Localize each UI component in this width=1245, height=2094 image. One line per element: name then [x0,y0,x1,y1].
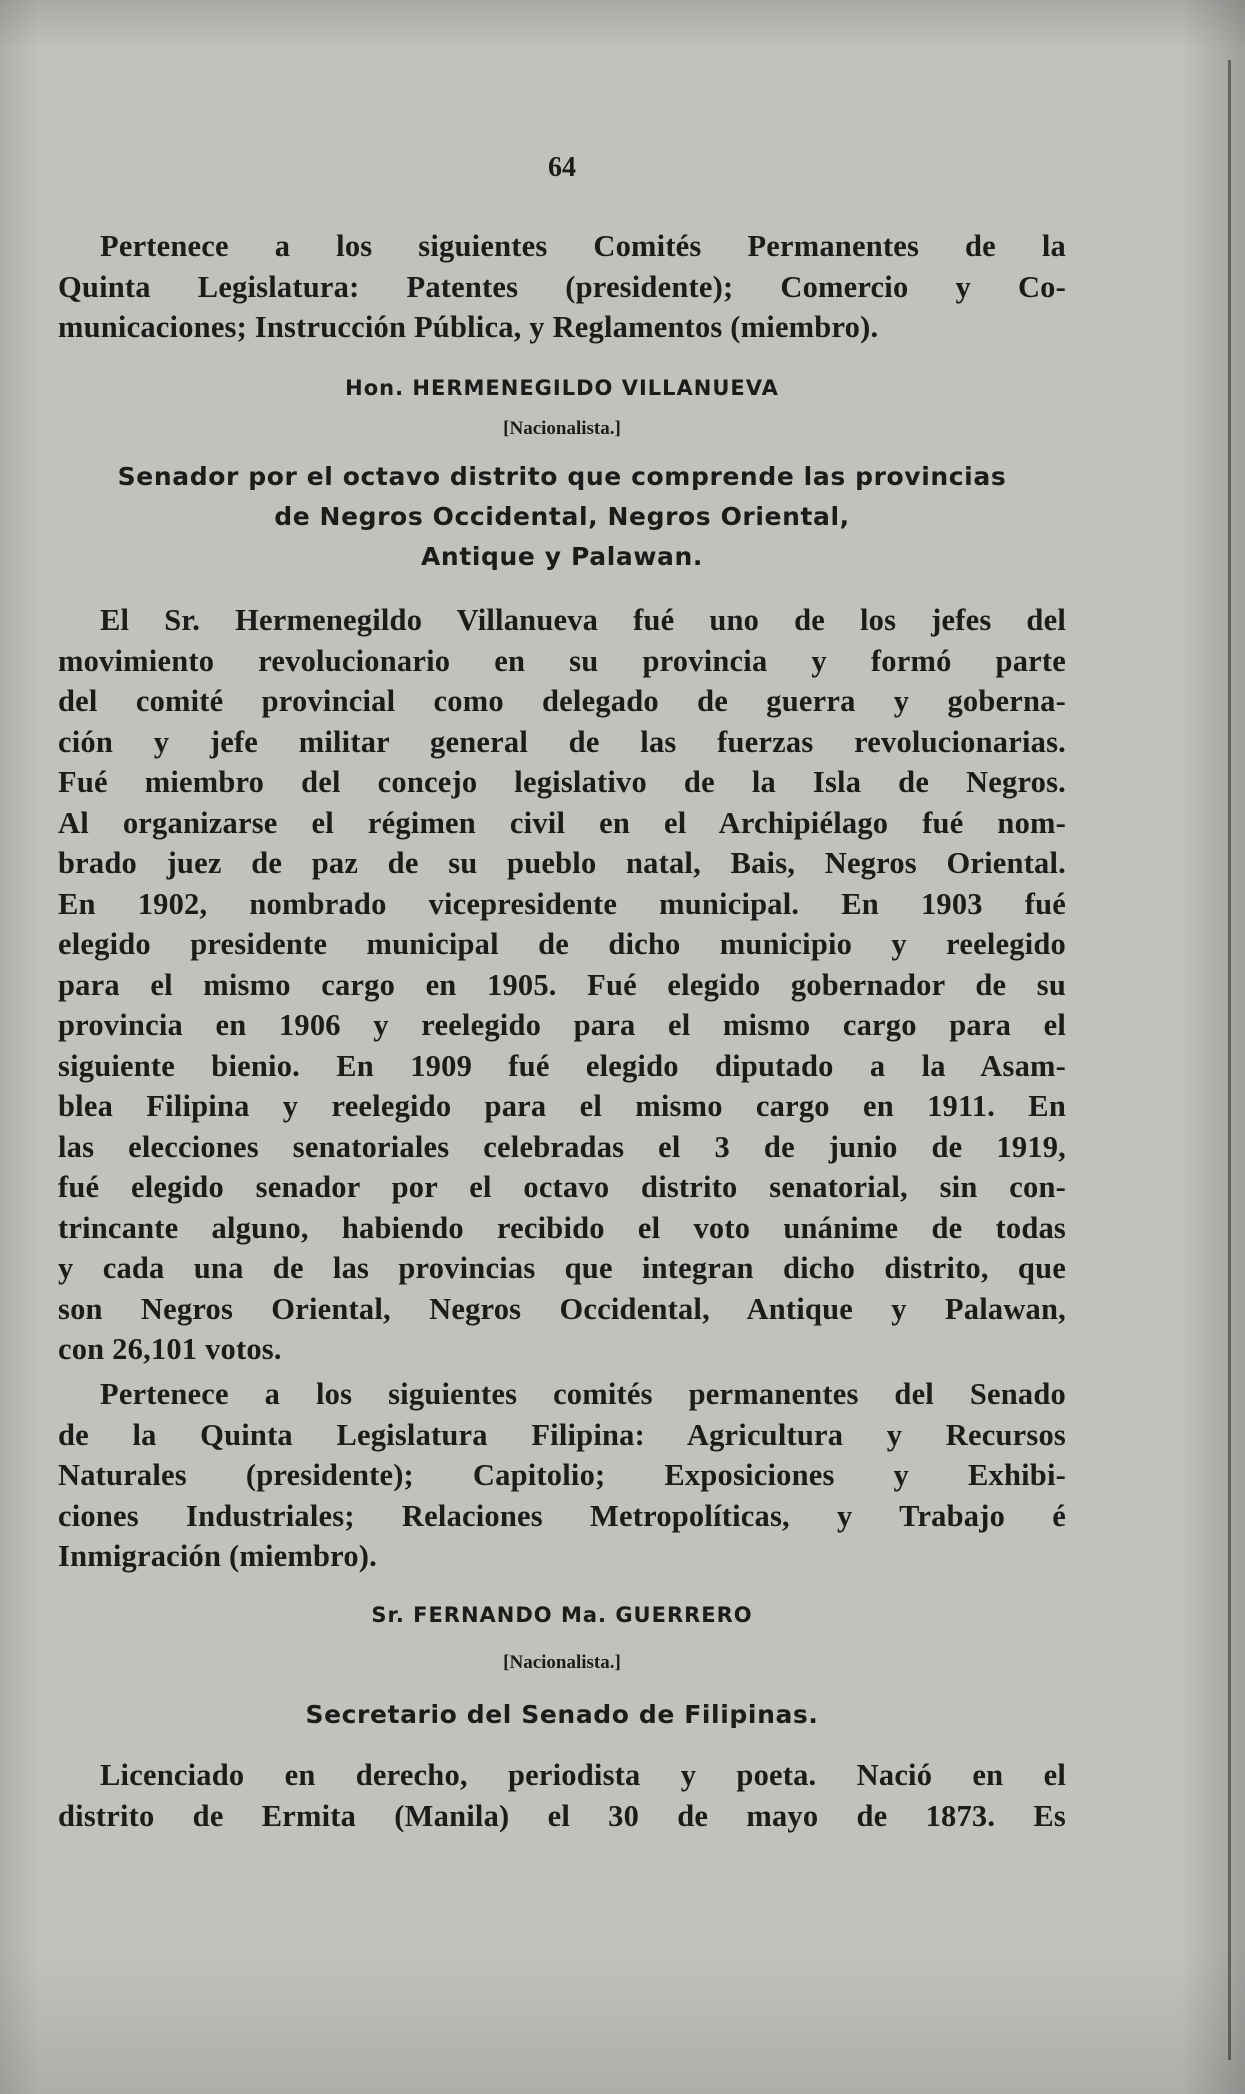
text-line: y cada una de las provincias que integran dicho distrito, que [58,1251,1066,1285]
text-line: las elecciones senatoriales celebradas el 3 de junio de 1919, [58,1129,1066,1164]
text-line: En 1902, nombrado vicepresidente municipal. En 1903 fué [58,886,1066,921]
text-line: Pertenece a los siguientes comités permanentes del Senado [100,1377,1066,1411]
text-line: El Sr. Hermenegildo Villanueva fué uno de los jefes del [100,603,1066,637]
person2-title: Secretario del Senado de Filipinas. [305,1700,819,1729]
text-line: con 26,101 votos. [58,1332,282,1366]
title-line: Senador por el octavo distrito que comprende las provincias [117,462,1007,491]
text-line: del comité provincial como delegado de guerra y goberna- [58,684,1066,718]
text-line: Licenciado en derecho, periodista y poeta. Nació en el [100,1758,1066,1792]
text-line: de la Quinta Legislatura Filipina: Agricultura y Recursos [58,1417,1066,1452]
person1-title [58,457,1066,577]
person1-party: [Nacionalista.] [503,418,621,439]
text-line: siguiente bienio. En 1909 fué elegido diputado a la Asam- [58,1048,1066,1083]
text-line: Fué miembro del concejo legislativo de la Isla de Negros. [58,765,1066,799]
section1-paragraph [58,226,1066,348]
text-line: brado juez de paz de su pueblo natal, Bais, Negros Oriental. [58,846,1066,880]
text-line: movimiento revolucionario en su provincia y formó parte [58,643,1066,678]
person2-party: [Nacionalista.] [503,1652,621,1673]
text-line: para el mismo cargo en 1905. Fué elegido gobernador de su [58,967,1066,1002]
text-line: distrito de Ermita (Manila) el 30 de mayo de 1873. Es [58,1798,1066,1833]
person1-biography [58,600,1066,1370]
person2-biography [58,1755,1066,1836]
text-line: Al organizarse el régimen civil en el Archipiélago fué nom- [58,805,1066,840]
text-line: elegido presidente municipal de dicho municipio y reelegido [58,927,1066,961]
text-line: blea Filipina y reelegido para el mismo cargo en 1911. En [58,1089,1066,1123]
text-line: ciones Industriales; Relaciones Metropolíticas, y Trabajo é [58,1498,1066,1533]
text-line: son Negros Oriental, Negros Occidental, Antique y Palawan, [58,1291,1066,1326]
text-line: provincia en 1906 y reelegido para el mismo cargo para el [58,1008,1066,1042]
text-line: fué elegido senador por el octavo distrito senatorial, sin con- [58,1170,1066,1204]
text-line: Pertenece a los siguientes Comités Permanentes de la [100,229,1066,263]
title-line: de Negros Occidental, Negros Oriental, [274,502,850,531]
page-edge-shadow [1228,60,1231,2060]
person1-committees [58,1374,1066,1577]
title-line: Antique y Palawan. [420,542,704,571]
page-number: 64 [548,152,576,183]
text-line: trincante alguno, habiendo recibido el voto unánime de todas [58,1210,1066,1245]
person2-name: Sr. FERNANDO Ma. GUERRERO [371,1603,753,1627]
text-line: Inmigración (miembro). [58,1539,377,1573]
text-line: Naturales (presidente); Capitolio; Exposiciones y Exhibi- [58,1458,1066,1492]
text-line: municaciones; Instrucción Pública, y Reglamentos (miembro). [58,310,879,344]
text-line: Quinta Legislatura: Patentes (presidente); Comercio y Co- [58,269,1066,304]
text-line: ción y jefe militar general de las fuerzas revolucionarias. [58,724,1066,759]
person1-name: Hon. HERMENEGILDO VILLANUEVA [345,376,779,400]
